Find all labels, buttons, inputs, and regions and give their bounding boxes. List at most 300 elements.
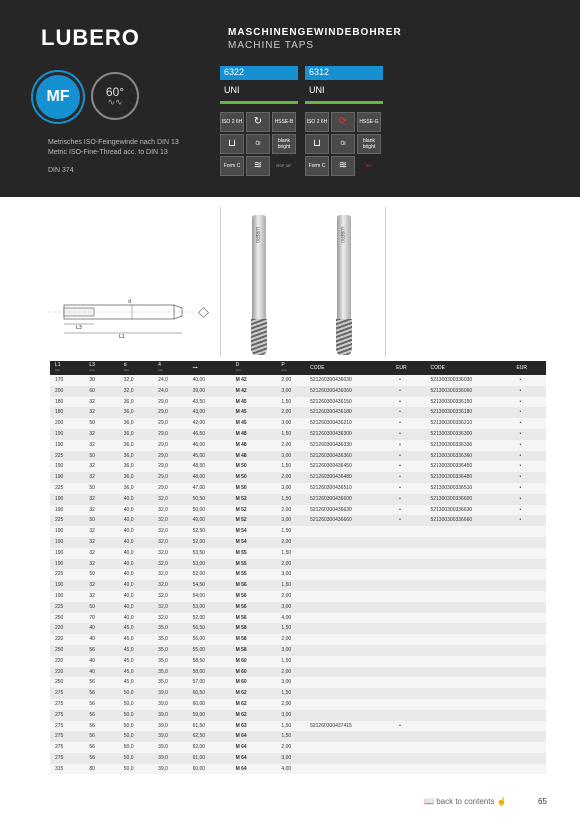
table-cell (511, 645, 546, 656)
table-cell: 36,0 (119, 483, 153, 494)
table-cell: M 63 (231, 721, 277, 732)
table-row (50, 613, 546, 624)
table-row (50, 451, 546, 462)
table-cell: • (391, 494, 425, 505)
table-cell: 40 (84, 656, 118, 667)
table-cell (425, 591, 511, 602)
table-cell: • (391, 397, 425, 408)
table-cell: 521300300336210 (425, 418, 511, 429)
table-cell: 225 (50, 515, 84, 526)
table-cell: 56 (84, 677, 118, 688)
header-unit: mm (235, 368, 241, 372)
table-cell: 1,50 (276, 397, 305, 408)
table-cell: 50 (84, 483, 118, 494)
table-cell: M 50 (231, 461, 277, 472)
table-cell: 521300300336030 (425, 375, 511, 386)
table-cell: 46,50 (188, 429, 231, 440)
table-cell: 250 (50, 613, 84, 624)
table-cell: 1,50 (276, 688, 305, 699)
table-cell: 521300300336630 (425, 505, 511, 516)
table-cell (391, 710, 425, 721)
material-icon: HSSE-B (272, 112, 296, 132)
product-table (50, 361, 546, 774)
table-row (50, 397, 546, 408)
table-cell: 190 (50, 591, 84, 602)
table-cell: M 50 (231, 472, 277, 483)
divider (220, 207, 221, 357)
table-cell: 56 (84, 721, 118, 732)
table-cell (391, 569, 425, 580)
table-cell: 45,0 (119, 634, 153, 645)
table-cell: 1,50 (276, 623, 305, 634)
table-cell (425, 526, 511, 537)
table-cell: 40,0 (119, 515, 153, 526)
rotation-icon: ⟳ (331, 112, 355, 132)
table-cell: 40,0 (119, 505, 153, 516)
table-cell: 32,0 (153, 548, 187, 559)
table-cell (391, 613, 425, 624)
table-cell (391, 537, 425, 548)
table-cell (511, 764, 546, 775)
table-cell: 521300300336360 (425, 451, 511, 462)
table-cell (425, 634, 511, 645)
table-cell: 190 (50, 494, 84, 505)
table-cell (305, 613, 391, 624)
green-bar (220, 101, 298, 104)
table-cell: 40,0 (119, 580, 153, 591)
table-cell: 3,00 (276, 386, 305, 397)
table-cell (305, 699, 391, 710)
table-row (50, 742, 546, 753)
table-cell: M 45 (231, 418, 277, 429)
table-cell: 521260300436600 (305, 494, 391, 505)
table-cell: 1,50 (276, 656, 305, 667)
table-cell: 50,0 (119, 764, 153, 775)
column-header (425, 361, 511, 375)
table-cell: 521260300436660 (305, 515, 391, 526)
table-cell: 35,0 (153, 677, 187, 688)
table-cell: 2,00 (276, 559, 305, 570)
table-cell: M 64 (231, 753, 277, 764)
table-cell: 52,00 (188, 569, 231, 580)
table-cell: 56 (84, 731, 118, 742)
table-cell (305, 602, 391, 613)
table-cell: • (391, 451, 425, 462)
hole-type-icon: ⊔ (305, 134, 329, 154)
table-cell: 29,0 (153, 397, 187, 408)
table-cell: 32,0 (153, 526, 187, 537)
table-cell: 275 (50, 721, 84, 732)
table-cell: • (391, 483, 425, 494)
table-cell: 190 (50, 461, 84, 472)
angle-badge (91, 72, 139, 120)
helix-angle-label: RSP 35° (276, 163, 292, 168)
table-cell: 35,0 (153, 656, 187, 667)
table-cell: 52,00 (188, 537, 231, 548)
header-unit: mm (158, 368, 164, 372)
table-cell: 190 (50, 537, 84, 548)
table-cell (425, 721, 511, 732)
table-cell: 32 (84, 440, 118, 451)
table-cell: 50,0 (119, 742, 153, 753)
table-cell: • (511, 407, 546, 418)
table-cell: 200 (50, 386, 84, 397)
brand-logo: LUBERO (41, 25, 140, 50)
product-code: 6322 (220, 66, 298, 80)
table-cell: 275 (50, 742, 84, 753)
table-cell: 39,0 (153, 721, 187, 732)
table-cell: • (511, 386, 546, 397)
table-cell: 29,0 (153, 418, 187, 429)
table-cell: 32 (84, 591, 118, 602)
table-row (50, 591, 546, 602)
coolant-icon: Öl (246, 134, 270, 154)
pointer-icon: ☝ (496, 797, 507, 806)
table-cell: 250 (50, 645, 84, 656)
table-cell: 521300300336180 (425, 407, 511, 418)
table-cell (305, 667, 391, 678)
table-cell (425, 742, 511, 753)
table-cell: 50,0 (119, 753, 153, 764)
table-cell: • (511, 418, 546, 429)
table-cell: • (391, 505, 425, 516)
table-cell (425, 764, 511, 775)
table-cell: 521260300436150 (305, 397, 391, 408)
table-cell: 36,0 (119, 418, 153, 429)
table-cell (511, 699, 546, 710)
table-cell: 32 (84, 472, 118, 483)
table-row (50, 634, 546, 645)
table-cell: 32 (84, 537, 118, 548)
tolerance-icon: ISO 2 6H (220, 112, 244, 132)
table-row (50, 505, 546, 516)
table-cell: 50,0 (119, 721, 153, 732)
table-row (50, 483, 546, 494)
table-cell: 50,0 (119, 699, 153, 710)
table-cell: 32,0 (119, 386, 153, 397)
table-cell (391, 764, 425, 775)
table-row (50, 375, 546, 386)
table-cell: 40,00 (188, 375, 231, 386)
table-cell: 56 (84, 742, 118, 753)
table-cell: 24,0 (153, 375, 187, 386)
header-unit: mm (281, 368, 287, 372)
table-cell: 32 (84, 494, 118, 505)
table-cell: 56 (84, 699, 118, 710)
table-cell: • (391, 721, 425, 732)
table-cell: 1,50 (276, 731, 305, 742)
table-cell (305, 526, 391, 537)
table-cell: M 48 (231, 451, 277, 462)
table-cell: 220 (50, 634, 84, 645)
table-cell (425, 710, 511, 721)
table-cell: 35,0 (153, 645, 187, 656)
header-unit: mm (123, 368, 129, 372)
table-row (50, 537, 546, 548)
table-cell: 50,00 (188, 505, 231, 516)
table-cell: 3,00 (276, 451, 305, 462)
back-label: back to contents (436, 797, 495, 806)
table-cell (305, 559, 391, 570)
table-cell: M 60 (231, 667, 277, 678)
tolerance-icon: ISO 2 6H (305, 112, 329, 132)
header-label: ⊶ (192, 364, 198, 371)
table-cell: 50 (84, 602, 118, 613)
table-row (50, 418, 546, 429)
tap-image-6312: LUBERO (337, 215, 351, 355)
table-cell: 220 (50, 623, 84, 634)
table-cell: • (391, 472, 425, 483)
table-cell: 40 (84, 667, 118, 678)
table-cell: 58,00 (188, 667, 231, 678)
table-cell (511, 634, 546, 645)
table-cell: M 45 (231, 407, 277, 418)
table-cell: 521300300336450 (425, 461, 511, 472)
page-number: 65 (538, 797, 547, 806)
table-cell: 36,0 (119, 451, 153, 462)
table-cell: 43,50 (188, 397, 231, 408)
table-cell (305, 731, 391, 742)
chamfer-form-icon: Form C (220, 156, 244, 176)
table-row (50, 667, 546, 678)
table-cell (305, 677, 391, 688)
table-cell: 180 (50, 397, 84, 408)
table-cell (425, 602, 511, 613)
table-cell: 29,0 (153, 483, 187, 494)
tap-image-6322: LUBERO (252, 215, 266, 355)
coolant-icon: Öl (331, 134, 355, 154)
table-cell: 521260300436450 (305, 461, 391, 472)
table-cell: 2,00 (276, 699, 305, 710)
material-icon: HSSE-G (357, 112, 381, 132)
table-cell (305, 623, 391, 634)
header-label: 4 (158, 362, 161, 368)
table-cell: M 48 (231, 429, 277, 440)
table-row (50, 548, 546, 559)
table-cell: 45,00 (188, 451, 231, 462)
table-cell: 3,00 (276, 645, 305, 656)
table-cell: 39,0 (153, 731, 187, 742)
tap-technical-drawing (44, 293, 224, 353)
spec-icons (305, 112, 383, 176)
table-cell: • (511, 505, 546, 516)
mf-badge: MF (33, 72, 83, 122)
table-cell: 225 (50, 451, 84, 462)
table-cell: M 64 (231, 764, 277, 775)
table-cell (305, 764, 391, 775)
table-row (50, 429, 546, 440)
table-cell: 53,50 (188, 548, 231, 559)
table-cell: 53,00 (188, 559, 231, 570)
table-cell: M 52 (231, 515, 277, 526)
table-cell: • (391, 440, 425, 451)
table-cell: 50,50 (188, 494, 231, 505)
table-cell: • (511, 451, 546, 462)
l3-label: L3 (76, 325, 82, 331)
table-cell: 521260300437415 (305, 721, 391, 732)
table-cell: 2,00 (276, 634, 305, 645)
table-cell: 190 (50, 548, 84, 559)
table-cell: 56,00 (188, 634, 231, 645)
table-cell: 40,0 (119, 559, 153, 570)
page-subtitle: MACHINE TAPS (228, 40, 315, 51)
back-to-contents-link[interactable] (424, 797, 507, 806)
table-cell: 521260300436360 (305, 451, 391, 462)
table-cell: 521300300336300 (425, 429, 511, 440)
table-cell: 521300300336150 (425, 397, 511, 408)
table-cell: M 48 (231, 440, 277, 451)
table-cell: 521300300336480 (425, 472, 511, 483)
table-cell: 40 (84, 623, 118, 634)
table-cell (425, 677, 511, 688)
table-cell: 190 (50, 559, 84, 570)
column-header (119, 361, 153, 375)
table-cell: M 42 (231, 375, 277, 386)
table-cell: 200 (50, 418, 84, 429)
table-cell: • (391, 429, 425, 440)
table-cell: 521260300436210 (305, 418, 391, 429)
table-cell (511, 656, 546, 667)
table-cell: M 56 (231, 602, 277, 613)
table-cell (391, 548, 425, 559)
table-row (50, 602, 546, 613)
table-cell (391, 645, 425, 656)
product-6312 (305, 66, 383, 176)
table-cell: 39,00 (188, 386, 231, 397)
table-cell: 50 (84, 451, 118, 462)
helix-angle-label: 35° (365, 163, 373, 168)
product-code: 6312 (305, 66, 383, 80)
table-row (50, 461, 546, 472)
rotation-icon: ↻ (246, 112, 270, 132)
table-cell: 3,00 (276, 483, 305, 494)
table-cell (425, 537, 511, 548)
table-cell (425, 623, 511, 634)
table-cell: 56 (84, 753, 118, 764)
product-type: UNI (309, 85, 325, 95)
table-cell: 36,0 (119, 429, 153, 440)
table-cell: 50 (84, 569, 118, 580)
table-cell: M 45 (231, 397, 277, 408)
table-cell: M 52 (231, 505, 277, 516)
table-cell: • (511, 461, 546, 472)
table-cell: 54,00 (188, 591, 231, 602)
table-cell: 56 (84, 645, 118, 656)
table-cell (425, 656, 511, 667)
table-cell: 521260300436300 (305, 429, 391, 440)
table-cell: 225 (50, 483, 84, 494)
table-cell: 48,00 (188, 472, 231, 483)
table-cell: M 58 (231, 634, 277, 645)
table-cell: 39,0 (153, 764, 187, 775)
table-cell (391, 677, 425, 688)
table-cell (511, 537, 546, 548)
column-header (84, 361, 118, 375)
table-cell (425, 569, 511, 580)
table-cell: M 54 (231, 537, 277, 548)
table-cell: 40 (84, 634, 118, 645)
table-cell (391, 580, 425, 591)
table-cell (391, 699, 425, 710)
table-cell: 3,00 (276, 753, 305, 764)
table-cell (511, 613, 546, 624)
surface-icon: blank bright (357, 134, 381, 154)
table-cell (391, 591, 425, 602)
table-cell: 521260300436060 (305, 386, 391, 397)
table-cell: 190 (50, 580, 84, 591)
table-cell: M 60 (231, 677, 277, 688)
table-cell (305, 688, 391, 699)
table-cell: 275 (50, 753, 84, 764)
table-cell: 36,0 (119, 407, 153, 418)
table-cell: 30 (84, 375, 118, 386)
table-cell: 40,0 (119, 526, 153, 537)
table-cell: 57,00 (188, 677, 231, 688)
table-cell: 40,0 (119, 537, 153, 548)
d-label: d (128, 299, 132, 305)
table-cell (305, 591, 391, 602)
table-cell: 40,0 (119, 569, 153, 580)
table-cell: 29,0 (153, 461, 187, 472)
table-row (50, 688, 546, 699)
table-cell: 52,50 (188, 526, 231, 537)
table-cell: 40,0 (119, 494, 153, 505)
table-cell: M 60 (231, 656, 277, 667)
table-cell: 3,00 (276, 569, 305, 580)
table-cell (305, 537, 391, 548)
table-cell: 275 (50, 731, 84, 742)
table-cell: 3,00 (276, 677, 305, 688)
table-cell: 2,00 (276, 472, 305, 483)
table-cell (391, 526, 425, 537)
column-header (276, 361, 305, 375)
table-cell (391, 623, 425, 634)
table-cell (511, 548, 546, 559)
table-cell: 2,00 (276, 375, 305, 386)
flute-icon: ≋ (331, 156, 355, 176)
table-cell: 46,00 (188, 440, 231, 451)
table-row (50, 677, 546, 688)
table-cell: 32,0 (153, 569, 187, 580)
table-cell: 3,00 (276, 710, 305, 721)
table-cell (425, 559, 511, 570)
header (0, 0, 580, 197)
table-cell: 61,50 (188, 721, 231, 732)
table-cell: 190 (50, 429, 84, 440)
table-cell: 32,0 (153, 494, 187, 505)
table-cell: 24,0 (153, 386, 187, 397)
table-cell: 35,0 (153, 667, 187, 678)
table-row (50, 710, 546, 721)
table-cell: M 55 (231, 559, 277, 570)
table-cell: 2,00 (276, 742, 305, 753)
header-label: L3 (89, 362, 95, 368)
table-cell (511, 526, 546, 537)
table-cell (511, 753, 546, 764)
table-cell: 61,00 (188, 753, 231, 764)
table-cell: 80 (84, 764, 118, 775)
table-cell: 40,0 (119, 613, 153, 624)
table-cell: 60 (84, 386, 118, 397)
table-row (50, 386, 546, 397)
table-cell: 50 (84, 418, 118, 429)
table-cell: • (391, 386, 425, 397)
table-cell: 32 (84, 397, 118, 408)
table-cell: • (511, 494, 546, 505)
table-cell: 32,0 (153, 580, 187, 591)
din-standard: DIN 374 (48, 167, 74, 174)
table-row (50, 731, 546, 742)
